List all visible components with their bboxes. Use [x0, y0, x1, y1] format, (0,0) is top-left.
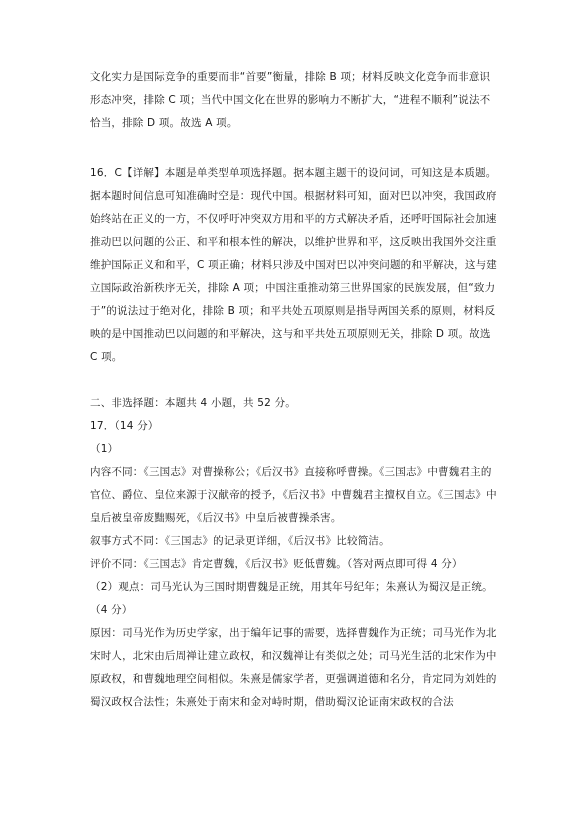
paragraph: 内容不同：《三国志》对曹操称公；《后汉书》直接称呼曹操。《三国志》中曹魏君主的官位、爵位、皇位来源于汉献帝的授予，《后汉书》中曹魏君主擅权自立。《三国志》中皇后被皇帝废黜赐死，《后汉书》中皇后被曹操杀害。 [90, 466, 497, 524]
answer-explanation-15 [90, 66, 500, 135]
sub-question-label: （1） [90, 443, 119, 455]
answer-explanation-16 [90, 162, 500, 369]
paragraph: 16．C【详解】本题是单类型单项选择题。据本题主题干的设问词，可知这是本质题。据本题时间信息可知准确时空是：现代中国。根据材料可知，面对巴以冲突，我国政府始终站在正义的一方，不仅呼吁冲突双方用和平的方式解决矛盾，还呼吁国际社会加速推动巴以问题的公正、和平和根本性的解决，以维护世界和平，这反映出我国外交注重维护国际正义和和平，C 项正确；材料只涉及中国对巴以冲突问题的和平解决，这与建立国际政治新秩序无关，排除 A 项；中国注重推动第三世界国家的民族发展，但“致力于”的说法过于绝对化，排除 B 项；和平共处五项原则是指导两国关系的原则，材料反映的是中国推动巴以问题的和平解决，这与和平共处五项原则无关，排除 D 项。故选 C 项。 [90, 167, 497, 363]
paragraph: 文化实力是国际竞争的重要而非“首要”衡量，排除 B 项；材料反映文化竞争而非意识形态冲突，排除 C 项；当代中国文化在世界的影响力不断扩大，“进程不顺利”说法不恰当，排除 D 项。故选 A 项。 [90, 71, 491, 129]
question-number: 17．（14 分） [90, 420, 159, 432]
paragraph: （2）观点：司马光认为三国时期曹魏是正统，用其年号纪年；朱熹认为蜀汉是正统。（4 分） [90, 581, 493, 616]
section-heading: 二、非选择题：本题共 4 小题，共 52 分。 [90, 397, 296, 409]
non-choice-section [90, 392, 500, 714]
paragraph: 叙事方式不同：《三国志》的记录更详细，《后汉书》比较简洁。 [90, 535, 390, 547]
paragraph: 评价不同：《三国志》肯定曹魏，《后汉书》贬低曹魏。（答对两点即可得 4 分） [90, 558, 463, 570]
paragraph: 原因：司马光作为历史学家，出于编年记事的需要，选择曹魏作为正统；司马光作为北宋时人，北宋由后周禅让建立政权，和汉魏禅让有类似之处；司马光生活的北宋作为中原政权，和曹魏地理空间相似。朱熹是儒家学者，更强调道德和名分，肯定同为刘姓的蜀汉政权合法性；朱熹处于南宋和金对峙时期，借助蜀汉论证南宋政权的合法 [90, 627, 497, 708]
